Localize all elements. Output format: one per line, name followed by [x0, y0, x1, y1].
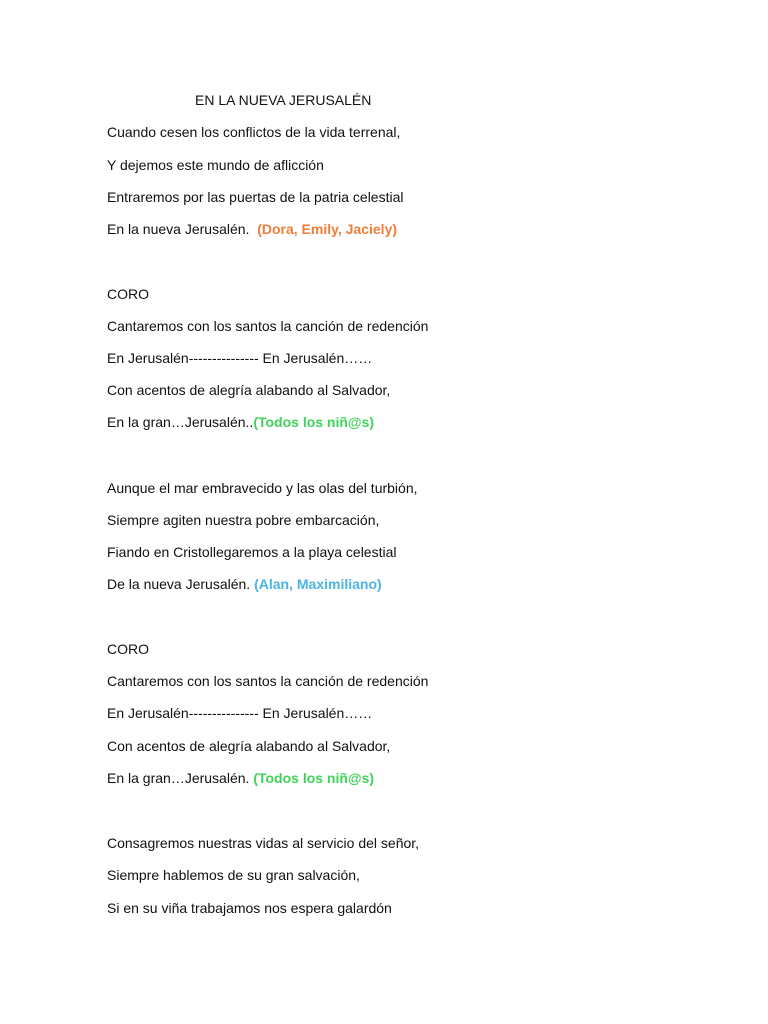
stanza3-line3: Si en su viña trabajamos nos espera galardón — [107, 900, 392, 916]
chorus1-line4-row — [107, 412, 374, 432]
chorus1-label: CORO — [107, 286, 149, 302]
stanza1-line4: En la nueva Jerusalén. — [107, 221, 258, 237]
stanza2-line4-row — [107, 574, 382, 594]
chorus1-line2: En Jerusalén--------------- En Jerusalén…… — [107, 350, 373, 366]
chorus1-line1: Cantaremos con los santos la canción de redención — [107, 318, 429, 334]
chorus2-label: CORO — [107, 641, 149, 657]
chorus2-line1: Cantaremos con los santos la canción de redención — [107, 673, 429, 689]
stanza1-line4-row — [107, 219, 397, 239]
chorus1-line3: Con acentos de alegría alabando al Salvador, — [107, 382, 391, 398]
stanza1-line3: Entraremos por las puertas de la patria celestial — [107, 189, 404, 205]
chorus1-singers: (Todos los niñ@s) — [253, 414, 375, 430]
stanza1-line1: Cuando cesen los conflictos de la vida terrenal, — [107, 124, 401, 140]
stanza1-singers: (Dora, Emily, Jaciely) — [257, 221, 398, 237]
stanza3-line2: Siempre hablemos de su gran salvación, — [107, 867, 360, 883]
chorus2-line4-row — [107, 768, 374, 788]
stanza2-line2: Siempre agiten nuestra pobre embarcación, — [107, 512, 380, 528]
stanza2-line1: Aunque el mar embravecido y las olas del turbión, — [107, 480, 418, 496]
stanza2-line4: De la nueva Jerusalén. — [107, 576, 255, 592]
chorus2-line3: Con acentos de alegría alabando al Salvador, — [107, 738, 391, 754]
stanza1-line2: Y dejemos este mundo de aflicción — [107, 157, 324, 173]
stanza2-line3: Fiando en Cristollegaremos a la playa celestial — [107, 544, 397, 560]
chorus2-singers: (Todos los niñ@s) — [253, 770, 375, 786]
stanza2-singers: (Alan, Maximiliano) — [254, 576, 382, 592]
page-title: EN LA NUEVA JERUSALÉN — [195, 92, 372, 108]
stanza3-line1: Consagremos nuestras vidas al servicio del señor, — [107, 835, 420, 851]
chorus2-line2: En Jerusalén--------------- En Jerusalén…… — [107, 705, 373, 721]
chorus2-line4: En la gran…Jerusalén. — [107, 770, 254, 786]
chorus1-line4: En la gran…Jerusalén.. — [107, 414, 254, 430]
